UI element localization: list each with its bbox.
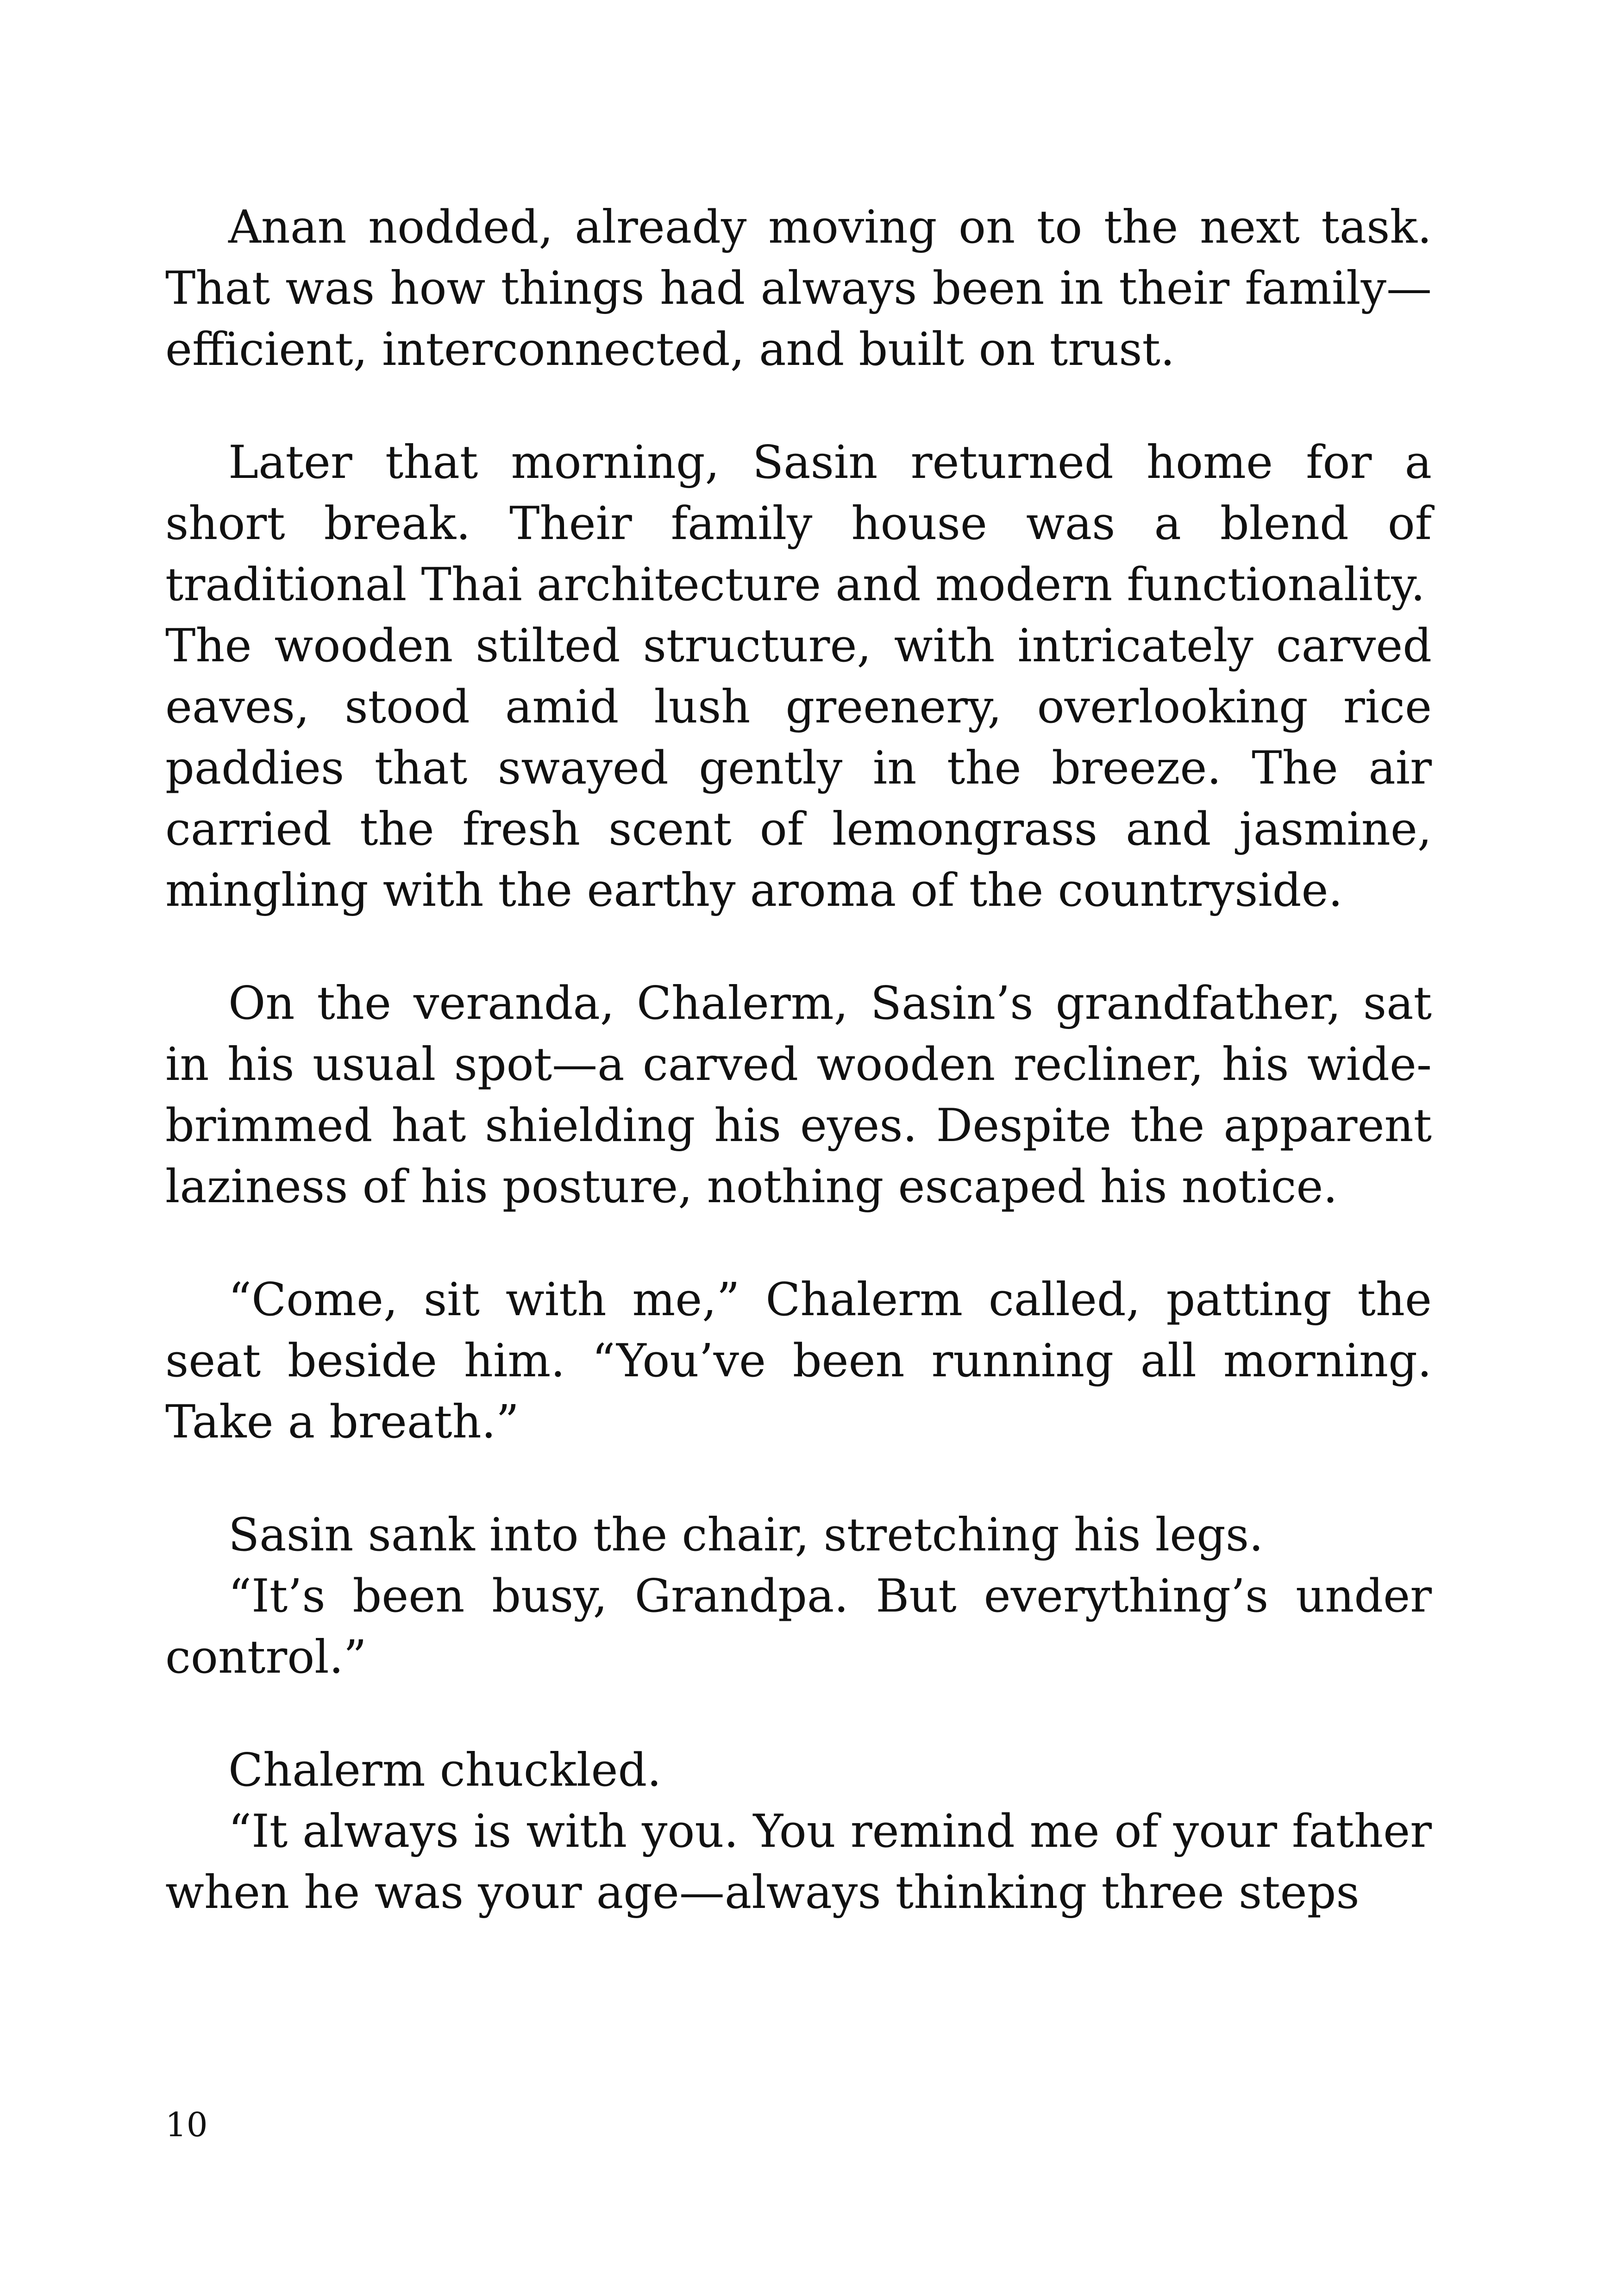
paragraph-sasin-sank: Sasin sank into the chair, stretching his legs. [228, 1509, 1264, 1562]
paragraph-come-sit: “Come, sit with me,” Chalerm called, patting the seat beside him. “You’ve been running all morning. Take a breath.” [165, 1273, 1432, 1449]
paragraph-later-that-morning: Later that morning, Sasin returned home for a short break. Their family house was a blend of traditional Thai architecture and modern functionality. [165, 436, 1432, 611]
paragraph-wooden-structure: The wooden stilted structure, with intricately carved eaves, stood amid lush greenery, overlooking rice paddies that swayed gently in the breeze. The air carried the fresh scent of lemongrass and jasmine, mingling with the earthy aroma of the countryside. [165, 620, 1432, 917]
paragraph-gap [165, 1688, 1432, 1740]
page-text [165, 197, 1432, 1923]
paragraph-veranda: On the veranda, Chalerm, Sasin’s grandfather, sat in his usual spot—a carved wooden recliner, his wide-brimmed hat shielding his eyes. Despite the apparent laziness of his posture, nothing escaped his notice. [165, 977, 1432, 1213]
paragraph-gap [165, 1217, 1432, 1269]
paragraph-anan-nodded: Anan nodded, already moving on to the next task. That was how things had always been in their family—efficient, interconnected, and built on trust. [165, 201, 1432, 376]
paragraph-always-is: “It always is with you. You remind me of your father when he was your age—always thinking three steps [165, 1805, 1432, 1919]
paragraph-gap [165, 1453, 1432, 1505]
paragraph-gap [165, 380, 1432, 432]
page-number: 10 [165, 2105, 208, 2144]
paragraph-been-busy: “It’s been busy, Grandpa. But everything’s under control.” [165, 1570, 1432, 1684]
paragraph-chalerm-chuckled: Chalerm chuckled. [228, 1744, 662, 1797]
paragraph-gap [165, 921, 1432, 973]
